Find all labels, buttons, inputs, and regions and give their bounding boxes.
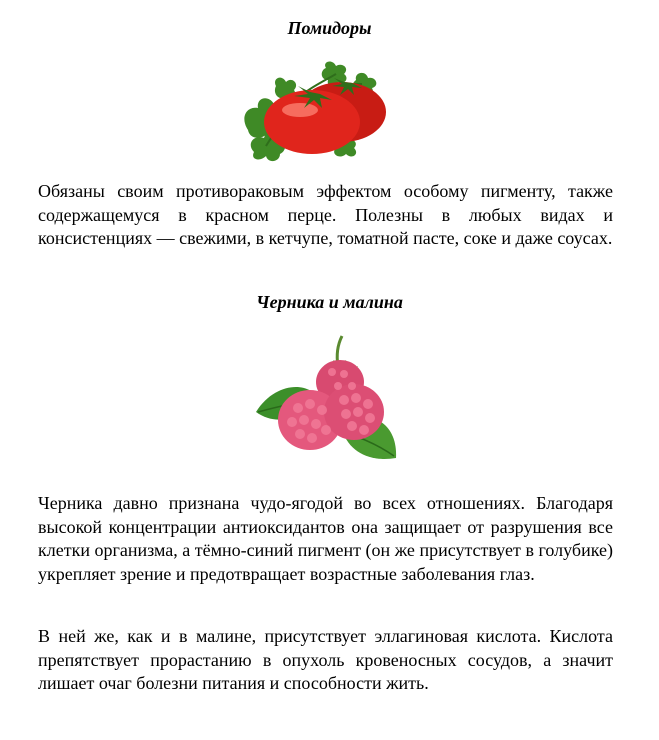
section-title-berries: Черника и малина	[256, 292, 403, 312]
section-title-tomatoes: Помидоры	[287, 18, 372, 38]
tomatoes-paragraph: Обязаны своим противораковым эффектом особому пигменту, также содержащемуся в красном перце. Полезны в любых видах и консистенциях — свежими, в кетчупе, томатной пасте, соке и даже соусах.	[38, 181, 613, 248]
blueberry-paragraph: Черника давно признана чудо-ягодой во всех отношениях. Благодаря высокой концентрации антиоксидантов она защищает от разрушения все клетки организма, а тёмно-синий пигмент (он же присутствует в голубике) укрепляет зрение и предотвращает возрастные заболевания глаз.	[38, 493, 613, 584]
raspberry-paragraph: В ней же, как и в малине, присутствует эллагиновая кислота. Кислота препятствует прорастанию в опухоль кровеносных сосудов, а значит лишает очаг болезни питания и способности жить.	[38, 626, 613, 693]
raspberry-image	[246, 330, 406, 470]
tomato-image	[236, 60, 396, 170]
